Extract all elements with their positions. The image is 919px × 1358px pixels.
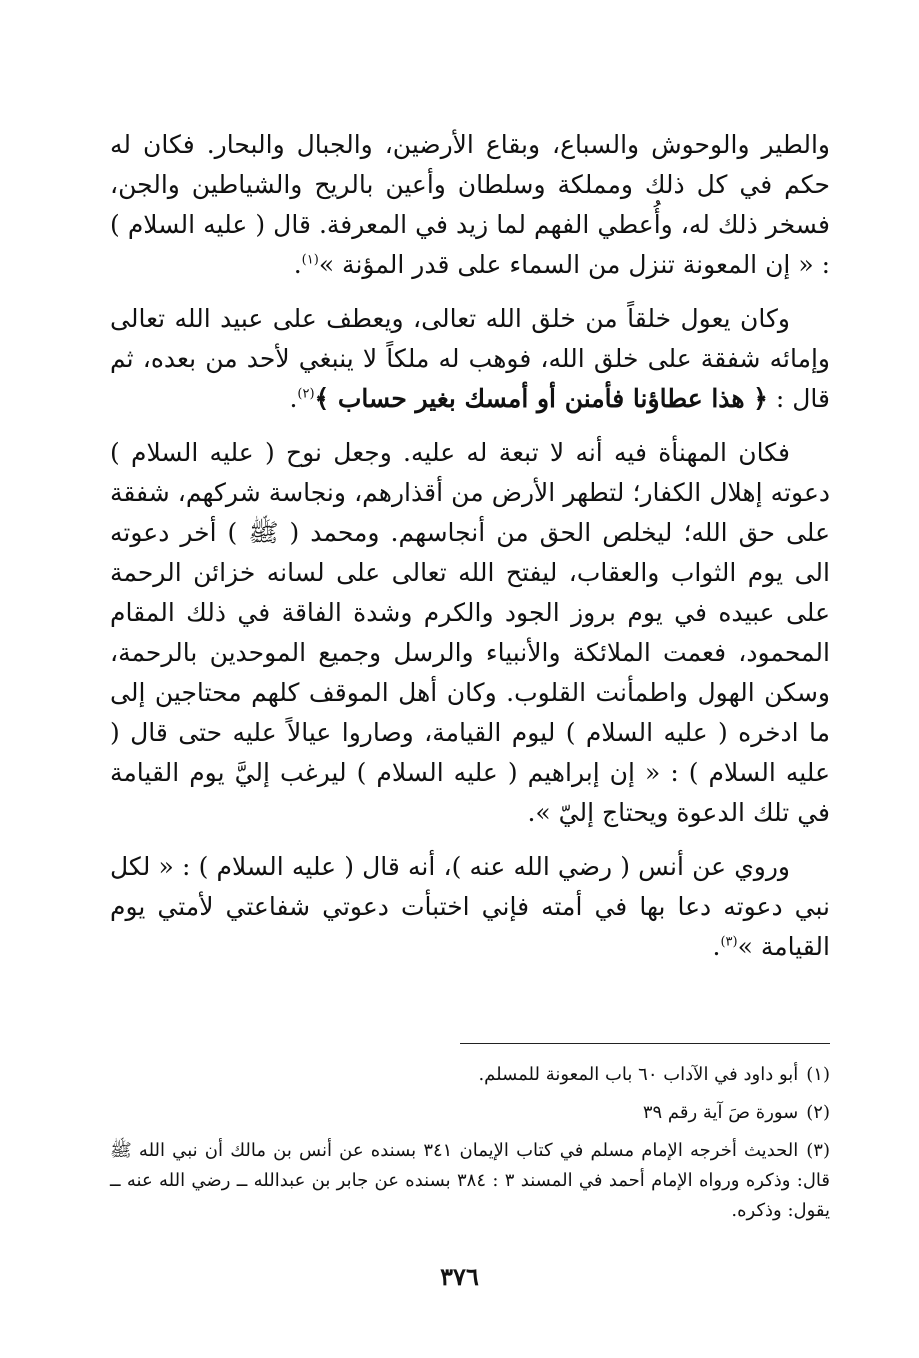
paragraph-2 (110, 299, 830, 419)
main-text (110, 125, 830, 981)
paragraph-text: والطير والوحوش والسباع، وبقاع الأرضين، والجبال والبحار. فكان له حكم في كل ذلك ومملكة وسلطان وأعين بالريح والشياطين والجن، فسخر ذلك له، وأُعطي الفهم لما زيد في المعرفة. قال ( عليه السلام ) : « إن المعونة تنزل من السماء على قدر المؤنة » (110, 130, 830, 279)
footnote-text: أبو داود في الآداب ٦٠ باب المعونة للمسلم. (478, 1064, 799, 1085)
paragraph-end: . (293, 250, 302, 279)
footnote-divider (460, 1043, 830, 1044)
paragraph-text: وروي عن أنس ( رضي الله عنه )، أنه قال ( عليه السلام ) : « لكل نبي دعوته دعا بها في أمته فإني اختبأت دعوتي شفاعتي لأمتي يوم القيامة » (110, 852, 830, 961)
footnote-mark: (٢) (297, 386, 315, 402)
footnote-mark: (٣) (720, 934, 738, 950)
paragraph-text: فكان المهنأة فيه أنه لا تبعة له عليه. وجعل نوح ( عليه السلام ) دعوته إهلال الكفار؛ لتطهر الأرض من أقذارهم، ونجاسة شركهم، شفقة على حق الله؛ ليخلص الحق من أنجاسهم. ومحمد ( ﷺ ) أخر دعوته الى يوم الثواب والعقاب، ليفتح الله تعالى على لسانه خزائن الرحمة على عبيده في يوم بروز الجود والكرم وشدة الفاقة في ذلك المقام المحمود، فعمت الملائكة والأنبياء والرسل وجميع الموحدين بالرحمة، وسكن الهول واطمأنت القلوب. وكان أهل الموقف كلهم محتاجين إلى ما ادخره ( عليه السلام ) ليوم القيامة، وصاروا عيالاً عليه حتى قال ( عليه السلام ) : « إن إبراهيم ( عليه السلام ) ليرغب إليَّ يوم القيامة في تلك الدعوة ويحتاج إليّ ». (110, 438, 830, 827)
page-number: ٣٧٦ (440, 1262, 479, 1291)
paragraph-1 (110, 125, 830, 285)
paragraph-end: . (289, 384, 298, 413)
footnote-text: الحديث أخرجه الإمام مسلم في كتاب الإيمان ٣٤١ بسنده عن أنس بن مالك أن نبي الله ﷺ قال: وذكره ورواه الإمام أحمد في المسند ٣ : ٣٨٤ بسنده عن جابر بن عبدالله ــ رضي الله عنه ــ يقول: وذكره. (110, 1140, 831, 1221)
paragraph-end: . (712, 932, 721, 961)
footnote-text: سورة صَ آية رقم ٣٩ (642, 1102, 799, 1123)
footnote-3 (110, 1136, 830, 1226)
paragraph-4 (110, 847, 830, 967)
paragraph-3 (110, 433, 830, 833)
paragraph-text: وكان يعول خلقاً من خلق الله تعالى، ويعطف على عبيد الله تعالى وإمائه شفقة على خلق الله، فوهب له ملكاً لا ينبغي لأحد من بعده، ثم قال : (110, 304, 830, 413)
footnote-number: (١) (806, 1064, 830, 1085)
footnote-number: (٣) (806, 1140, 830, 1161)
footnotes (110, 1060, 830, 1234)
footnote-mark: (١) (301, 252, 319, 268)
quran-quote: ﴿ هذا عطاؤنا فأمنن أو أمسك بغير حساب ﴾ (314, 384, 768, 413)
footnote-number: (٢) (806, 1102, 830, 1123)
footnote-1 (110, 1060, 830, 1090)
footnote-2 (110, 1098, 830, 1128)
